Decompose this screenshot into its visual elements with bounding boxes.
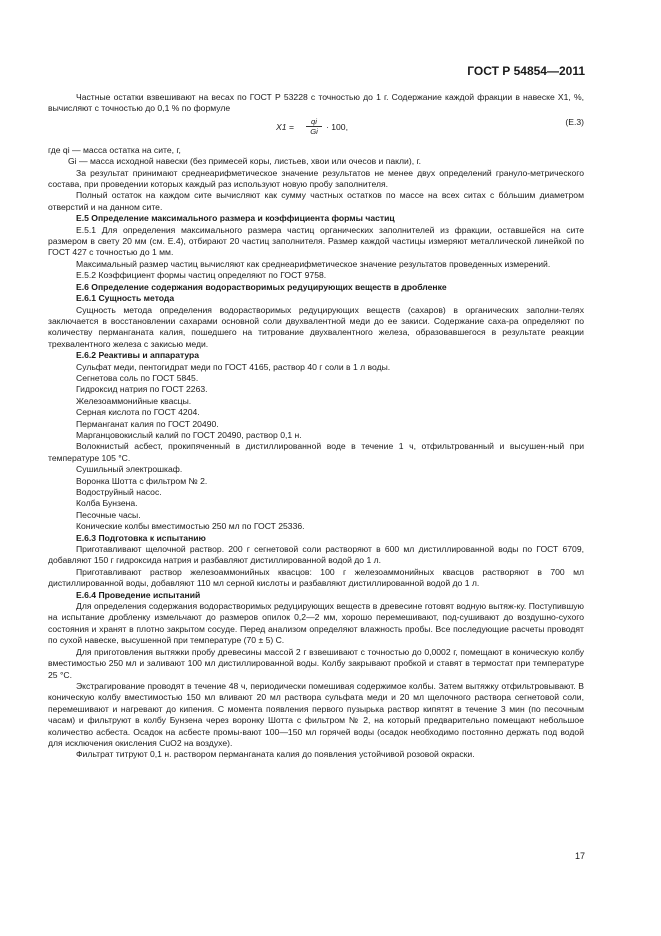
list-item: Колба Бунзена.	[76, 498, 138, 509]
formula-lhs: X1 =	[276, 121, 294, 132]
list-item: Железоаммонийные квасцы.	[76, 395, 192, 406]
list-item: Сульфат меди, пентогидрат меди по ГОСТ 4165, раствор 40 г соли в 1 л воды.	[76, 361, 391, 372]
paragraph: Полный остаток на каждом сите вычисляют как сумму частных остатков по массе на всех ситах с бо́льшим диаметром отверстий и на данном сите.	[48, 190, 584, 212]
list-item: Серная кислота по ГОСТ 4204.	[76, 407, 200, 418]
paragraph: Максимальный размер частиц вычисляют как среднеарифметическое значение результатов проведенных измерений.	[76, 258, 551, 269]
list-item: Сегнетова соль по ГОСТ 5845.	[76, 372, 199, 383]
definition: Gi — масса исходной навески (без примесей коры, листьев, хвои или очесов и пакли), г.	[68, 156, 421, 167]
section-heading: Е.5 Определение максимального размера и коэффициента формы частиц	[76, 213, 395, 224]
subsection-heading: Е.6.3 Подготовка к испытанию	[76, 532, 206, 543]
paragraph: Частные остатки взвешивают на весах по ГОСТ Р 53228 с точностью до 1 г. Содержание каждой фракции в навеске X1, %, вычисляют с точностью до 0,1 % по формуле	[48, 92, 584, 114]
paragraph: Е.5.2 Коэффициент формы частиц определяют по ГОСТ 9758.	[76, 270, 327, 281]
page-number: 17	[574, 851, 585, 861]
standard-header: ГОСТ Р 54854—2011	[467, 64, 585, 78]
formula-number: (Е.3)	[565, 116, 584, 127]
list-item: Марганцовокислый калий по ГОСТ 20490, раствор 0,1 н.	[76, 429, 302, 440]
list-item: Сушильный электрошкаф.	[76, 464, 183, 475]
paragraph: Экстрагирование проводят в течение 48 ч, периодически помешивая содержимое колбы. Затем вытяжку отфильтровывают. В коническую колбу вместимостью 150 мл вливают 20 мл раствора сульфата меди и 20 мл щелочного раствора сегнетовой соли, перемешивают и нагревают до кипения. С момента появления первого пузырька раствор кипятят в течение 3 мин (по песочным часам) и фильтруют в колбу Бунзена через воронку Шотта с фильтром № 2, на который предварительно помещают небольшое количество асбеста. Осадок на асбесте промы-вают 100—150 мл горячей воды (осадок необходимо постоянно держать под водой для исключения окисления CuO2 на воздухе).	[48, 680, 584, 748]
subsection-heading: Е.6.1 Сущность метода	[76, 293, 175, 304]
list-item: Перманганат калия по ГОСТ 20490.	[76, 418, 219, 429]
paragraph: Для определения содержания водорастворимых редуцирующих веществ в древесине готовят водную вытяж-ку. Поступившую на испытание дробленку измельчают до размеров опилок 0,2—2 мм, хорошо перемешивают, под-сушивают до воздушно-сухого состояния и хранят в плотно закрытом сосуде. Перед анализом определяют влажность пробы. Все последующие расчеты проводят по сухой навеске, высушенной при температуре (70 ± 5) С.	[48, 601, 584, 646]
paragraph: Волокнистый асбест, прокипяченный в дистиллированной воде в течение 1 ч, отфильтрованный и высушен-ный при температуре 105 °С.	[48, 441, 584, 463]
list-item: Воронка Шотта с фильтром № 2.	[76, 475, 208, 486]
list-item: Песочные часы.	[76, 509, 141, 520]
subsection-heading: Е.6.4 Проведение испытаний	[76, 589, 201, 600]
formula-numerator: qi	[306, 117, 322, 127]
list-item: Гидроксид натрия по ГОСТ 2263.	[76, 384, 208, 395]
page-body	[48, 92, 584, 761]
paragraph: Фильтрат титруют 0,1 н. раствором перманганата калия до появления устойчивой розовой окраски.	[76, 749, 475, 760]
paragraph: Е.5.1 Для определения максимального размера частиц органических заполнителей из фракции, оставшейся на сите размером в свету 20 мм (см. Е.4), отбирают 20 частиц заполнителя. Размер каждой частицы измеряют металлической линейкой по ГОСТ 427 с точностью до 1 мм.	[48, 224, 584, 258]
paragraph: Для приготовления вытяжки пробу древесины массой 2 г взвешивают с точностью до 0,0002 г, помещают в коническую колбу вместимостью 250 мл и заливают 100 мл дистиллированной воды. Колбу закрывают пробкой и ставят в термостат при температуре 25 °С.	[48, 646, 584, 680]
paragraph: Приготавливают раствор железоаммонийных квасцов: 100 г железоаммонийных квасцов растворяют в 700 мл дистиллированной воды, добавляют 110 мл серной кислоты и разбавляют дистиллированной водой до 1 л.	[48, 566, 584, 589]
paragraph: За результат принимают среднеарифметическое значение результатов не менее двух определений грануло-метрического состава, при проведении которых каждый раз используют новую пробу заполнителя.	[48, 167, 584, 190]
formula-denominator: Gi	[310, 126, 318, 136]
formula-rest: · 100,	[326, 121, 348, 132]
list-item: Водоструйный насос.	[76, 487, 162, 497]
definition: где qi — масса остатка на сите, г,	[48, 144, 181, 155]
paragraph: Приготавливают щелочной раствор. 200 г сегнетовой соли растворяют в 600 мл дистиллированной воды по ГОСТ 6709, добавляют 150 г гидроксида натрия и разбавляют дистиллированной водой до 1 л.	[48, 544, 584, 566]
section-heading: Е.6 Определение содержания водорастворимых редуцирующих веществ в дробленке	[76, 281, 447, 292]
subsection-heading: Е.6.2 Реактивы и аппаратура	[76, 350, 200, 361]
formula-fraction	[306, 117, 322, 137]
formula-e3	[48, 117, 584, 141]
list-item: Конические колбы вместимостью 250 мл по ГОСТ 25336.	[76, 521, 305, 532]
paragraph: Сущность метода определения водорастворимых редуцирующих веществ (сахаров) в органических заполни-телях заключается в восстановлении сахарами основной соли двухвалентной меди до ее закиси. Содержание саха-ра определяют по количеству перманганата калия, пошедшего на титрование двухвалентного железа, образовавшегося в результате реакции трехвалентного железа с закисью меди.	[48, 304, 584, 349]
